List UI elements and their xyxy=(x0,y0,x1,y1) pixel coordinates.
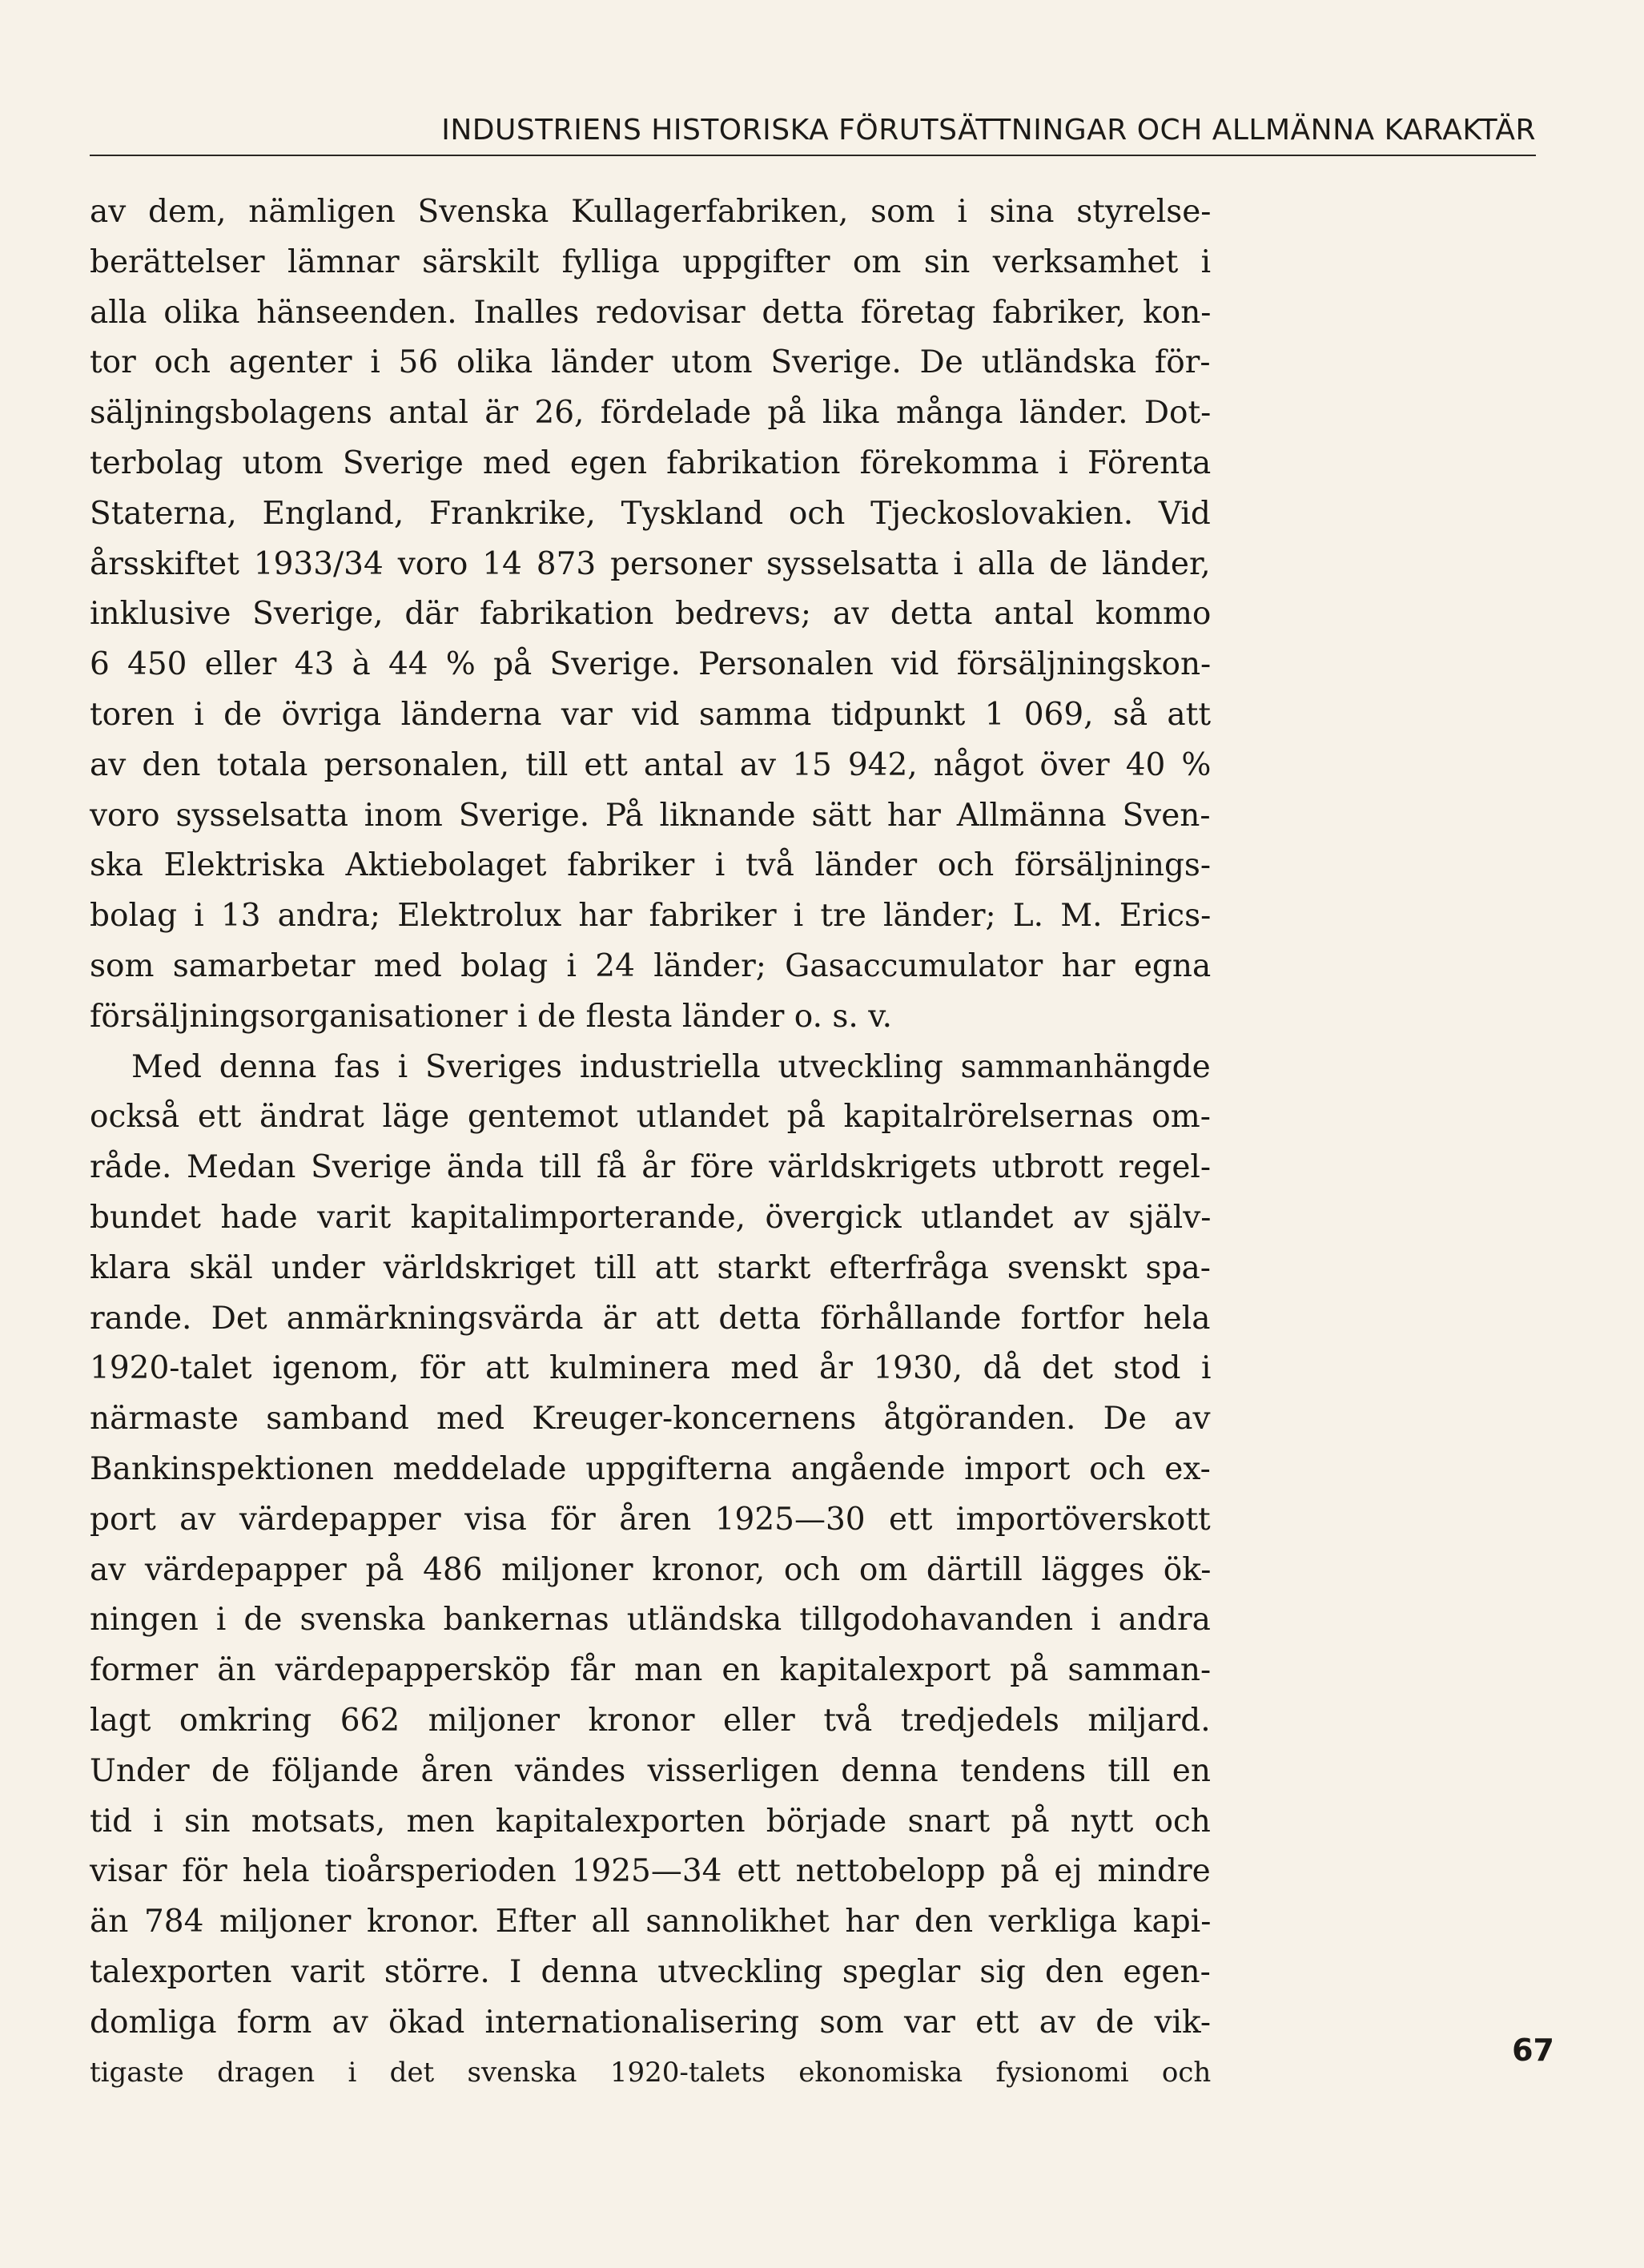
text-line: tor och agenter i 56 olika länder utom Sverige. De utländska för- xyxy=(90,344,1211,381)
text-line: port av värdepapper visa för åren 1925—30 ett importöverskott xyxy=(90,1501,1211,1538)
text-line: toren i de övriga länderna var vid samma tidpunkt 1 069, så att xyxy=(90,696,1212,733)
text-line: terbolag utom Sverige med egen fabrikation förekomma i Förenta xyxy=(90,444,1212,481)
text-line: Bankinspektionen meddelade uppgifterna angående import och ex- xyxy=(90,1450,1211,1487)
text-line: domliga form av ökad internationalisering som var ett av de vik- xyxy=(90,2004,1212,2041)
text-line: bundet hade varit kapitalimporterande, övergick utlandet av själv- xyxy=(90,1199,1212,1236)
running-head: INDUSTRIENS HISTORISKA FÖRUTSÄTTNINGAR OCH ALLMÄNNA KARAKTÄR xyxy=(90,114,1536,156)
text-line: försäljningsorganisationer i de flesta länder o. s. v. xyxy=(90,998,893,1035)
body-text xyxy=(90,187,1211,2098)
text-line: än 784 miljoner kronor. Efter all sannolikhet har den verkliga kapi- xyxy=(90,1904,1212,1940)
text-line: också ett ändrat läge gentemot utlandet på kapitalrörelsernas om- xyxy=(90,1099,1211,1136)
text-line: lagt omkring 662 miljoner kronor eller två tredjedels miljard. xyxy=(90,1702,1211,1739)
text-line: klara skäl under världskriget till att starkt efterfråga svenskt spa- xyxy=(90,1249,1211,1286)
text-line: 1920-talet igenom, för att kulminera med år 1930, då det stod i xyxy=(90,1350,1212,1387)
text-line: visar för hela tioårsperioden 1925—34 ett nettobelopp på ej mindre xyxy=(90,1853,1211,1890)
text-line: Staterna, England, Frankrike, Tyskland och Tjeckoslovakien. Vid xyxy=(90,495,1211,532)
text-line: 6 450 eller 43 à 44 % på Sverige. Personalen vid försäljningskon- xyxy=(90,646,1212,683)
text-line: tid i sin motsats, men kapitalexporten började snart på nytt och xyxy=(90,1803,1211,1840)
text-line: alla olika hänseenden. Inalles redovisar detta företag fabriker, kon- xyxy=(90,294,1212,331)
text-line: säljningsbolagens antal är 26, fördelade på lika många länder. Dot- xyxy=(90,395,1212,432)
text-line: Med denna fas i Sveriges industriella utveckling sammanhängde xyxy=(131,1048,1211,1085)
text-line: bolag i 13 andra; Elektrolux har fabriker i tre länder; L. M. Erics- xyxy=(90,898,1212,935)
text-line: inklusive Sverige, där fabrikation bedrevs; av detta antal kommo xyxy=(90,596,1212,633)
text-line: voro sysselsatta inom Sverige. På liknande sätt har Allmänna Sven- xyxy=(90,797,1211,834)
text-line: närmaste samband med Kreuger-koncernens åtgöranden. De av xyxy=(90,1401,1211,1438)
text-line: Under de följande åren vändes visserligen denna tendens till en xyxy=(90,1752,1211,1789)
text-line: råde. Medan Sverige ända till få år före världskrigets utbrott regel- xyxy=(90,1149,1212,1186)
text-line: former än värdepappersköp får man en kapitalexport på samman- xyxy=(90,1652,1212,1689)
text-line: av den totala personalen, till ett antal av 15 942, något över 40 % xyxy=(90,746,1212,783)
text-line: som samarbetar med bolag i 24 länder; Gasaccumulator har egna xyxy=(90,947,1212,984)
paragraph-1 xyxy=(90,187,1211,1043)
text-line: ska Elektriska Aktiebolaget fabriker i två länder och försäljnings- xyxy=(90,847,1212,884)
text-line: rande. Det anmärkningsvärda är att detta förhållande fortfor hela xyxy=(90,1300,1211,1337)
paragraph-2 xyxy=(90,1043,1211,2099)
page-number: 67 xyxy=(1512,2033,1554,2068)
text-line: av dem, nämligen Svenska Kullagerfabriken, som i sina styrelse- xyxy=(90,194,1212,230)
text-line: ningen i de svenska bankernas utländska tillgodohavanden i andra xyxy=(90,1602,1211,1639)
text-line: årsskiftet 1933/34 voro 14 873 personer sysselsatta i alla de länder, xyxy=(90,545,1211,582)
text-line: berättelser lämnar särskilt fylliga uppgifter om sin verksamhet i xyxy=(90,243,1212,280)
text-line: av värdepapper på 486 miljoner kronor, och om därtill lägges ök- xyxy=(90,1551,1212,1588)
text-line: tigaste dragen i det svenska 1920-talets ekonomiska fysionomi och xyxy=(90,2057,1212,2089)
text-line: talexporten varit större. I denna utveckling speglar sig den egen- xyxy=(90,1953,1211,1990)
